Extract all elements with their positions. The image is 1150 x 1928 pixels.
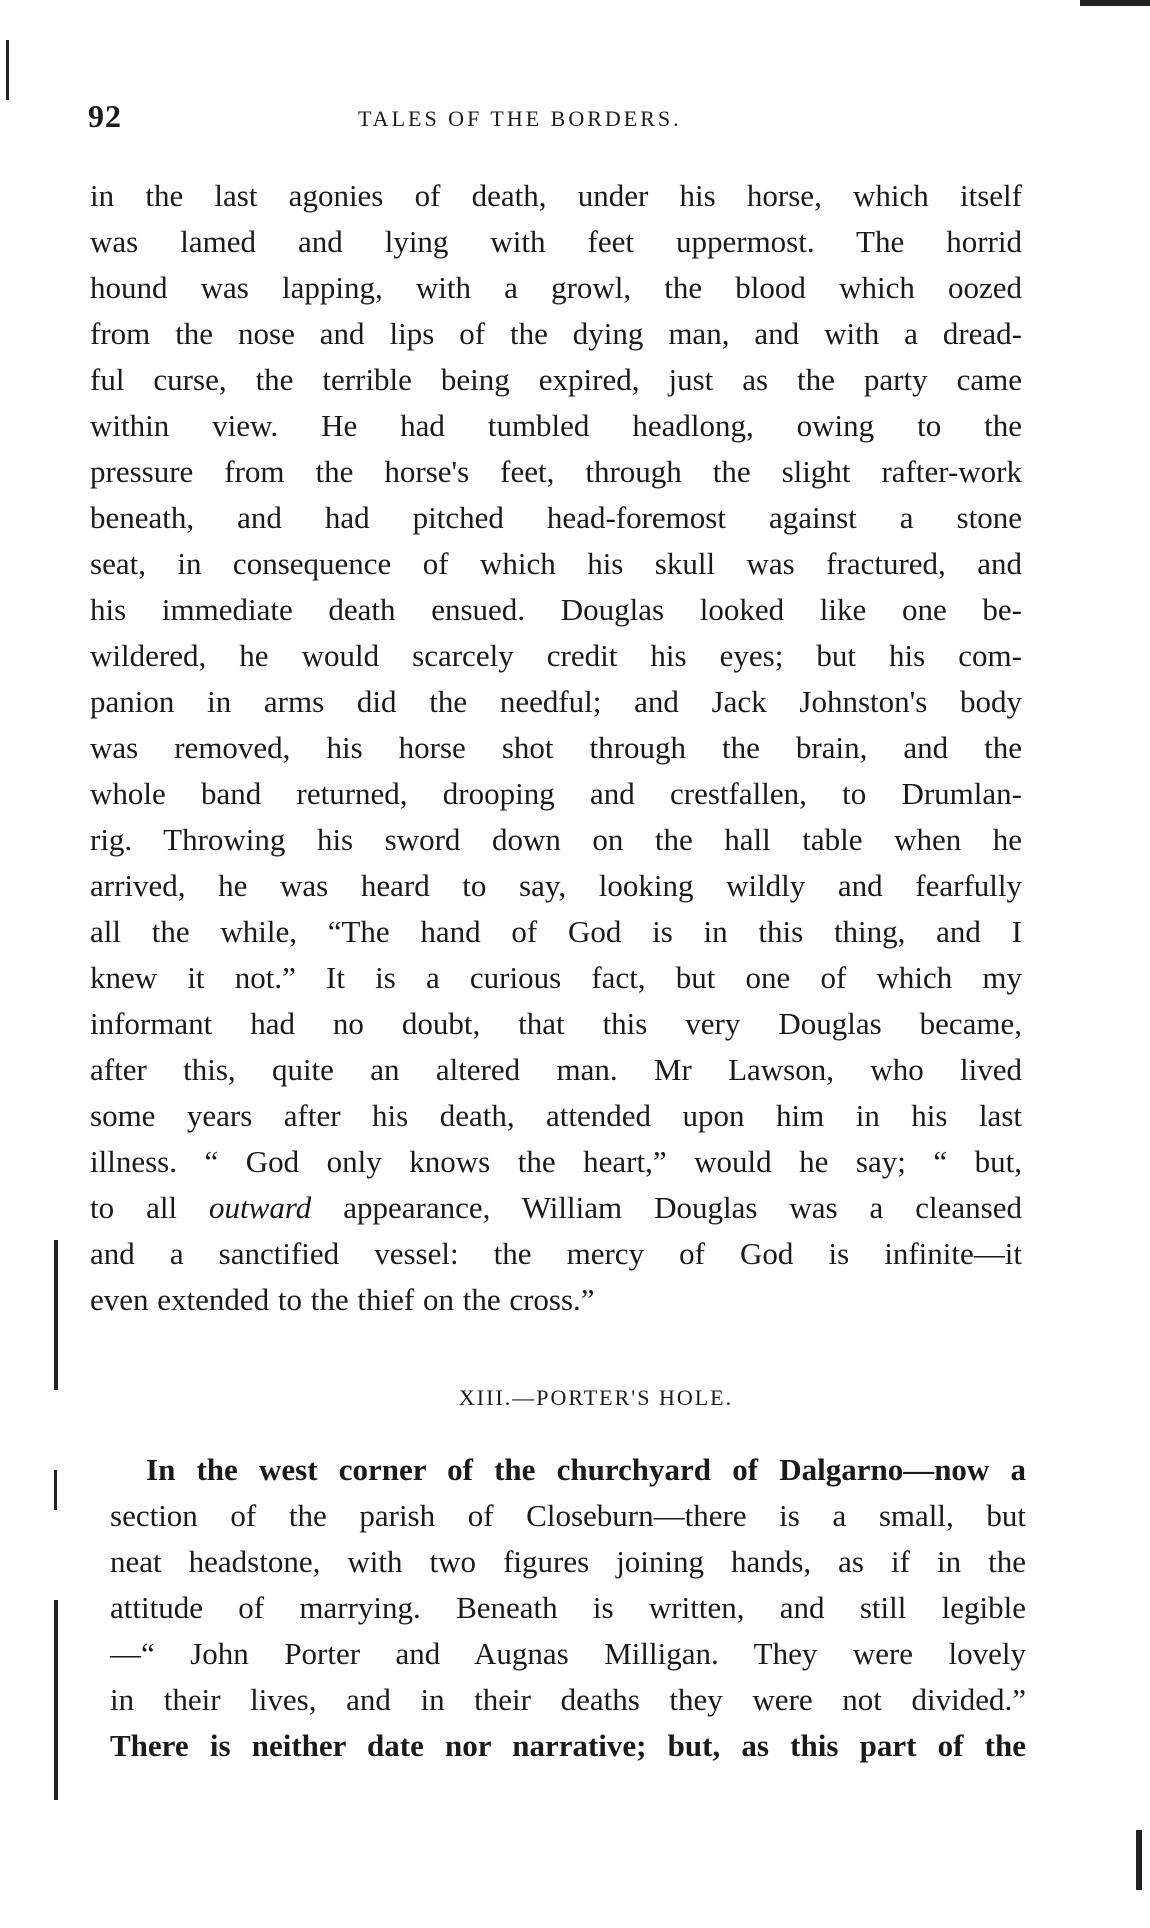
text-line: There is neither date nor narrative; but, as this part of the — [110, 1728, 1026, 1763]
text-line: from the nose and lips of the dying man, and with a dread- — [90, 316, 1022, 351]
text-line: his immediate death ensued. Douglas looked like one be- — [90, 592, 1022, 627]
text-segment: appearance, William Douglas was a cleansed — [311, 1190, 1022, 1225]
text-line — [90, 1190, 1022, 1226]
text-line: was removed, his horse shot through the brain, and the — [90, 730, 1022, 765]
text-line: informant had no doubt, that this very Douglas became, — [90, 1006, 1022, 1041]
text-line: pressure from the horse's feet, through the slight rafter-work — [90, 454, 1022, 489]
text-line: whole band returned, drooping and crestfallen, to Drumlan- — [90, 776, 1022, 811]
text-line: neat headstone, with two figures joining hands, as if in the — [110, 1544, 1026, 1579]
running-title: TALES OF THE BORDERS. — [358, 106, 682, 131]
text-line: was lamed and lying with feet uppermost. The horrid — [90, 224, 1022, 259]
page-number: 92 — [88, 98, 122, 134]
text-line: hound was lapping, with a growl, the blood which oozed — [90, 270, 1022, 305]
text-line: all the while, “The hand of God is in this thing, and I — [90, 914, 1022, 949]
text-line: illness. “ God only knows the heart,” would he say; “ but, — [90, 1144, 1022, 1179]
text-line: seat, in consequence of which his skull was fractured, and — [90, 546, 1022, 581]
text-segment: to all — [90, 1190, 210, 1225]
scan-mark-left-1 — [54, 1240, 58, 1390]
text-line: in the last agonies of death, under his horse, which itself — [90, 178, 1022, 213]
text-line: beneath, and had pitched head-foremost against a stone — [90, 500, 1022, 535]
text-line: knew it not.” It is a curious fact, but one of which my — [90, 960, 1022, 995]
text-line: ful curse, the terrible being expired, just as the party came — [90, 362, 1022, 397]
text-line: even extended to the thief on the cross.” — [90, 1282, 595, 1317]
text-line: In the west corner of the churchyard of Dalgarno—now a — [146, 1452, 1026, 1487]
scan-mark-top-left — [6, 40, 9, 100]
text-line: arrived, he was heard to say, looking wildly and fearfully — [90, 868, 1022, 903]
scan-mark-left-2 — [54, 1470, 57, 1510]
text-line: attitude of marrying. Beneath is written, and still legible — [110, 1590, 1026, 1625]
text-line: rig. Throwing his sword down on the hall table when he — [90, 822, 1022, 857]
scan-mark-bottom-right — [1136, 1830, 1142, 1890]
text-line: panion in arms did the needful; and Jack Johnston's body — [90, 684, 1022, 719]
text-line: —“ John Porter and Augnas Milligan. They were lovely — [110, 1636, 1026, 1671]
text-line: section of the parish of Closeburn—there is a small, but — [110, 1498, 1026, 1533]
text-line: after this, quite an altered man. Mr Lawson, who lived — [90, 1052, 1022, 1087]
text-line: some years after his death, attended upon him in his last — [90, 1098, 1022, 1133]
section-heading — [0, 1385, 1150, 1411]
text-line: and a sanctified vessel: the mercy of God is infinite—it — [90, 1236, 1022, 1271]
section-heading-text: XIII.—PORTER'S HOLE. — [458, 1385, 734, 1410]
italic-word: outward — [209, 1190, 312, 1225]
text-line: wildered, he would scarcely credit his eyes; but his com- — [90, 638, 1022, 673]
text-line: within view. He had tumbled headlong, owing to the — [90, 408, 1022, 443]
scan-mark-left-3 — [54, 1600, 58, 1800]
scan-mark-top-right — [1080, 0, 1150, 6]
text-line: in their lives, and in their deaths they were not divided.” — [110, 1682, 1026, 1717]
